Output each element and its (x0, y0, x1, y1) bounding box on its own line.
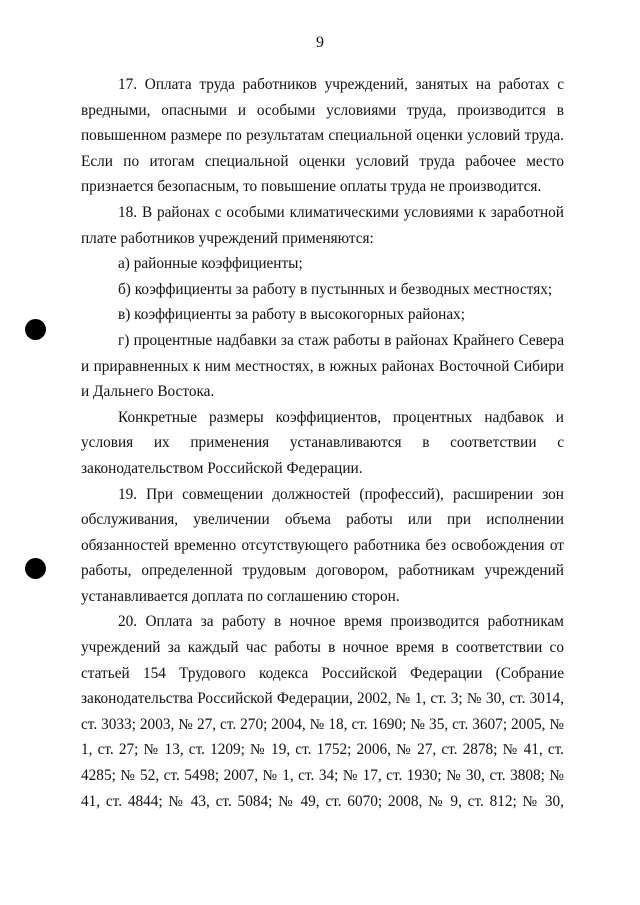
list-item-18d: г) процентные надбавки за стаж работы в районах Крайнего Севера и приравненных к ним местностях, в южных районах Восточной Сибири и Дальнего Востока. (81, 331, 564, 401)
paragraph-20: 20. Оплата за работу в ночное время производится работникам учреждений за каждый час работы в ночное время в соответствии со статьей 154 Трудового кодекса Российской Федерации (Собрание законодательства Российской Федерации, 2002, № 1, ст. 3; № 30, ст. 3014, ст. 3033; 2003, № 27, ст. 270; 2004, № 18, ст. 1690; № 35, ст. 3607; 2005, № 1, ст. 27; № 13, ст. 1209; № 19, ст. 1752; 2006, № 27, ст. 2878; № 41, ст. 4285; № 52, ст. 5498; 2007, № 1, ст. 34; № 17, ст. 1930; № 30, ст. 3808; № 41, ст. 4844; № 43, ст. 5084; № 49, ст. 6070; 2008, № 9, ст. 812; № 30, (81, 613, 564, 810)
list-item-18c: в) коэффициенты за работу в высокогорных районах; (118, 306, 466, 324)
paragraph-18-coefficients: Конкретные размеры коэффициентов, процентных надбавок и условия их применения устанавливаются в соответствии с законодательством Российской Федерации. (81, 408, 564, 477)
punch-hole-top (25, 319, 46, 340)
punch-hole-bottom (25, 558, 46, 579)
page-number: 9 (316, 34, 324, 51)
list-item-18a: а) районные коэффициенты; (118, 255, 303, 273)
paragraph-19: 19. При совмещении должностей (профессий), расширении зон обслуживания, увеличении объема работы или при исполнении обязанностей временно отсутствующего работника без освобождения от работы, определенной трудовым договором, работникам учреждений устанавливается доплата по соглашению сторон. (81, 485, 564, 605)
paragraph-18: 18. В районах с особыми климатическими условиями к заработной плате работников учреждений применяются: (81, 203, 564, 247)
paragraph-17: 17. Оплата труда работников учреждений, занятых на работах с вредными, опасными и особыми условиями труда, производится в повышенном размере по результатам специальной оценки условий труда. Если по итогам специальной оценки условий труда рабочее место признается безопасным, то повышение оплаты труда не производится. (81, 76, 564, 196)
list-item-18b: б) коэффициенты за работу в пустынных и безводных местностях; (118, 280, 553, 298)
document-body (81, 72, 564, 814)
